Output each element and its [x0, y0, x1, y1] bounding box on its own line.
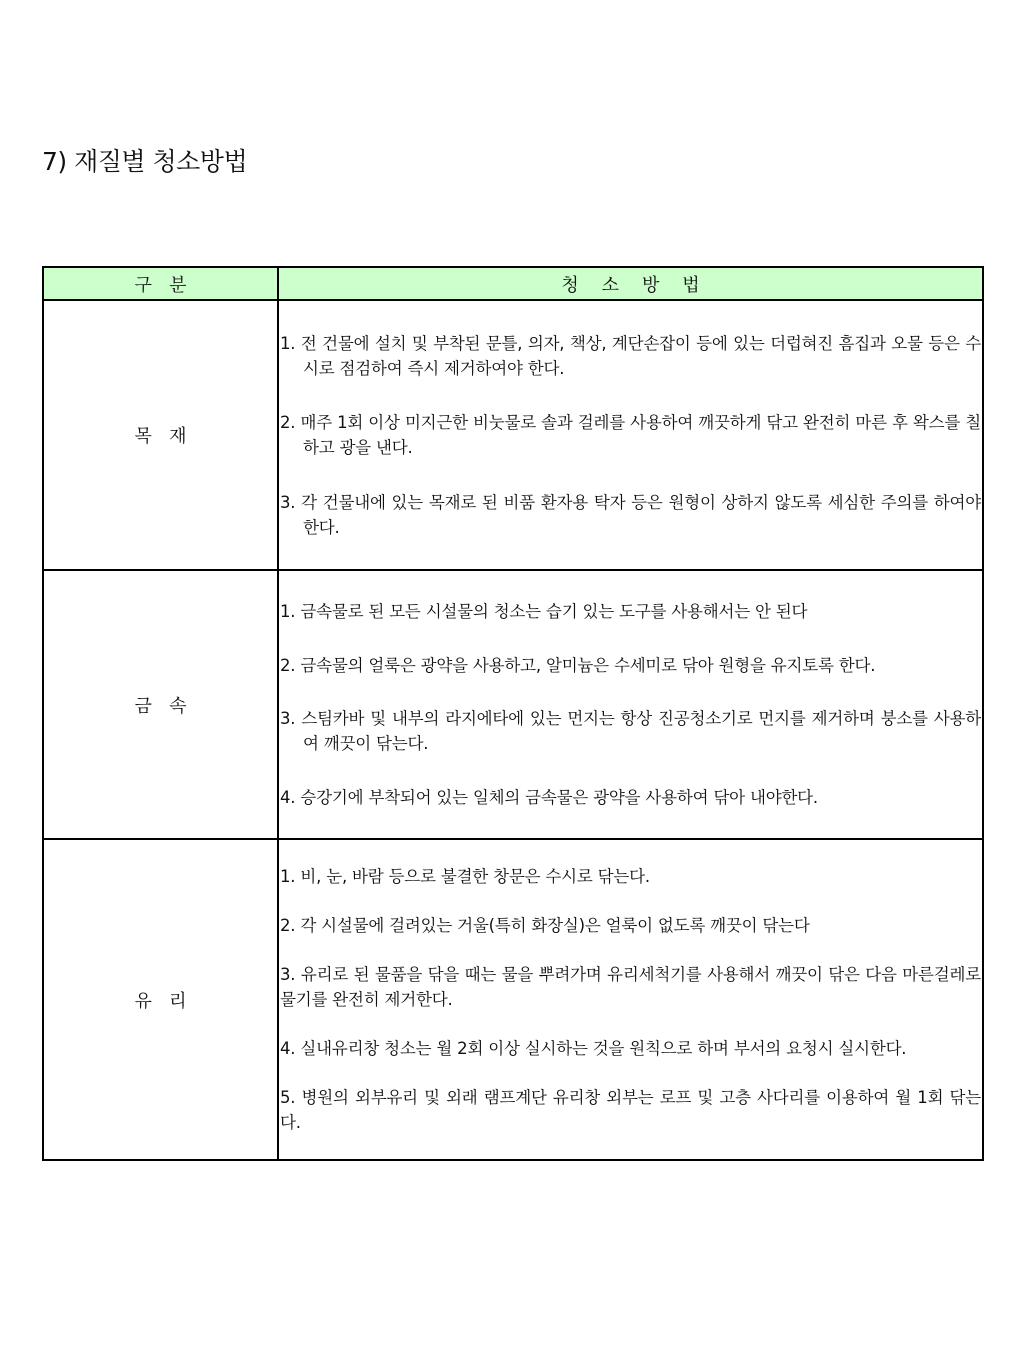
method-item: 1. 비, 눈, 바람 등으로 불결한 창문은 수시로 닦는다. [280, 867, 650, 886]
method-item: 3. 스팀카바 및 내부의 라지에타에 있는 먼지는 항상 진공청소기로 먼지를 제거하며 붕소를 사용하여 깨끗이 닦는다. [280, 709, 981, 754]
page-title: 7) 재질별 청소방법 [42, 147, 248, 176]
header-category: 구 분 [43, 267, 278, 300]
method-item: 4. 승강기에 부착되어 있는 일체의 금속물은 광약을 사용하여 닦아 내야한다. [280, 787, 818, 807]
method-item: 2. 매주 1회 이상 미지근한 비눗물로 솔과 걸레를 사용하여 깨끗하게 닦고 완전히 마른 후 왁스를 칠하고 광을 낸다. [280, 413, 981, 457]
method-item: 3. 유리로 된 물품을 닦을 때는 물을 뿌려가며 유리세척기를 사용해서 깨끗이 닦은 다음 마른걸레로 물기를 완전히 제거한다. [280, 965, 981, 1009]
table-row-glass [43, 839, 983, 1160]
methods-metal [278, 570, 983, 839]
cleaning-methods-table [42, 266, 984, 1161]
table-header-row [43, 267, 983, 300]
table-row-wood [43, 300, 983, 570]
methods-glass [278, 839, 983, 1160]
method-item: 5. 병원의 외부유리 및 외래 램프계단 유리창 외부는 로프 및 고층 사다리를 이용하여 월 1회 닦는다. [280, 1088, 981, 1132]
method-item: 1. 금속물로 된 모든 시설물의 청소는 습기 있는 도구를 사용해서는 안 된다 [280, 602, 808, 622]
method-item: 2. 각 시설물에 걸려있는 거울(특히 화장실)은 얼룩이 없도록 깨끗이 닦는다 [280, 916, 810, 935]
category-metal: 금 속 [43, 570, 278, 839]
header-method: 청 소 방 법 [278, 267, 983, 300]
methods-wood [278, 300, 983, 570]
table-row-metal [43, 570, 983, 839]
method-item: 2. 금속물의 얼룩은 광약을 사용하고, 알미늄은 수세미로 닦아 원형을 유지토록 한다. [280, 655, 876, 675]
category-wood: 목 재 [43, 300, 278, 570]
category-glass: 유 리 [43, 839, 278, 1160]
method-item: 1. 전 건물에 설치 및 부착된 문틀, 의자, 책상, 계단손잡이 등에 있는 더럽혀진 흠집과 오물 등은 수시로 점검하여 즉시 제거하여야 한다. [280, 333, 981, 378]
method-item: 4. 실내유리창 청소는 월 2회 이상 실시하는 것을 원칙으로 하며 부서의 요청시 실시한다. [280, 1039, 907, 1058]
method-item: 3. 각 건물내에 있는 목재로 된 비품 환자용 탁자 등은 원형이 상하지 않도록 세심한 주의를 하여야 한다. [280, 492, 981, 537]
